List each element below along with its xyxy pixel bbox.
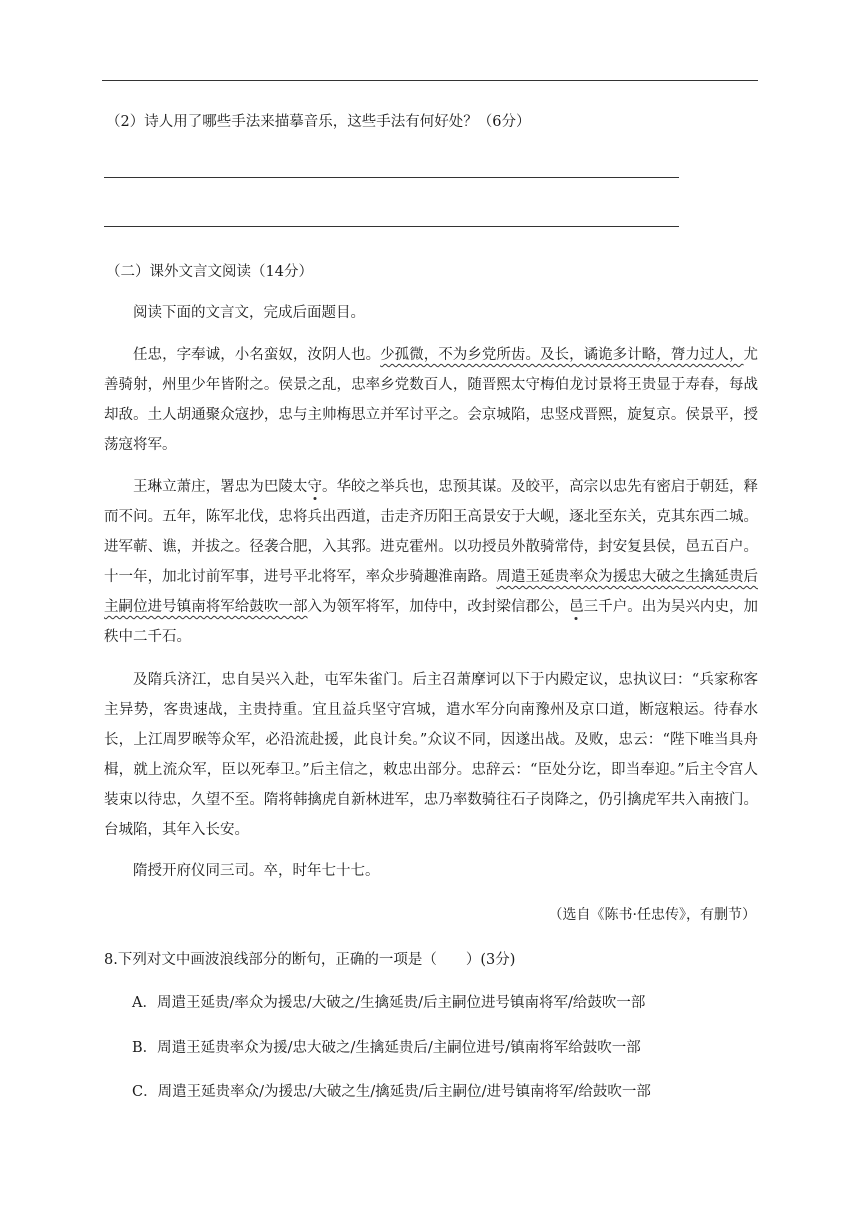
option-a[interactable] xyxy=(132,991,645,1012)
question-2-text: （2）诗人用了哪些手法来描摹音乐，这些手法有何好处？（6分） xyxy=(106,114,531,130)
passage-p2-text-a: 王琳立萧庄，署忠为巴陵太 xyxy=(133,479,308,495)
option-c-text: 周遣王延贵率众/为援忠/大破之生/擒延贵/后主嗣位/进号镇南将军/给鼓吹一部 xyxy=(157,1084,651,1100)
emphasis-dot-shou: 守 xyxy=(307,479,322,495)
passage-paragraph-3 xyxy=(104,665,758,845)
wavy-underline-p1: 少孤微，不为乡党所齿。及长，谲诡多计略，膂力过人， xyxy=(380,347,744,363)
section-title: （二）课外文言文阅读（14分） xyxy=(106,264,313,280)
passage-p2-text-d: 三千户。出为吴兴内史，加秩中二千石。 xyxy=(104,599,759,645)
passage-p1-text-a: 任忠，字奉诚，小名蛮奴，汝阴人也。 xyxy=(133,347,381,363)
top-divider xyxy=(102,80,758,81)
passage-paragraph-2 xyxy=(104,472,758,652)
option-c[interactable] xyxy=(132,1080,651,1101)
passage-p3-text: 及隋兵济江，忠自吴兴入赴，屯军朱雀门。后主召萧摩诃以下于内殿定议，忠执议曰：“兵家称客主异势，客贵速战，主贵持重。宜且益兵坚守宫城，遣水军分向南豫州及京口道，断寇粮运。待春水长，上江周罗㬋等众军，必沿流赴援，此良计矣。”众议不同，因遂出战。及败，忠云：“陛下唯当具舟楫，就上流众军，臣以死奉卫。”后主信之，敕忠出部分。忠辞云：“臣处分讫，即当奉迎。”后主令宫人装束以待忠，久望不至。隋将韩擒虎自新林进军，忠乃率数骑往石子岗降之，仍引擒虎军共入南掖门。台城陷，其年入长安。 xyxy=(104,672,758,838)
section-instruction: 阅读下面的文言文，完成后面题目。 xyxy=(133,305,365,321)
passage-paragraph-1 xyxy=(104,340,758,460)
emphasis-dot-yi: 邑 xyxy=(569,599,584,615)
passage-paragraph-4 xyxy=(104,856,758,886)
passage-source: （选自《陈书·任忠传》，有删节） xyxy=(548,907,756,923)
option-c-letter: C． xyxy=(132,1084,158,1100)
answer-line-1[interactable] xyxy=(104,177,679,178)
question-8-stem: 8.下列对文中画波浪线部分的断句，正确的一项是（ ）(3分) xyxy=(104,952,516,968)
option-a-letter: A． xyxy=(132,995,157,1011)
option-b-letter: B． xyxy=(132,1040,158,1056)
wavy-underline-p2: 周遣王延贵率众为援忠大破之生擒延贵后主嗣位进号镇南将军给鼓吹一部 xyxy=(104,569,758,615)
option-a-text: 周遣王延贵/率众为援忠/大破之/生擒延贵/后主嗣位进号镇南将军/给鼓吹一部 xyxy=(156,995,646,1011)
passage-p4-text: 隋授开府仪同三司。卒，时年七十七。 xyxy=(133,863,380,879)
option-b[interactable] xyxy=(132,1036,641,1057)
option-b-text: 周遣王延贵率众为援/忠大破之/生擒延贵后/主嗣位进号/镇南将军给鼓吹一部 xyxy=(157,1040,641,1056)
answer-line-2[interactable] xyxy=(104,226,679,227)
passage-p2-text-b: 。华皎之举兵也，忠预其谋。及皎平，高宗以忠先有密启于朝廷，释而不问。五年，陈军北伐，忠将兵出西道，击走齐历阳王高景安于大岘，逐北至东关，克其东西二城。进军蕲、谯，并拔之。径袭合肥，入其郛。进克霍州。以功授员外散骑常侍，封安复县侯，邑五百户。十一年，加北讨前军事，进号平北将军，率众步骑趣淮南路。 xyxy=(104,479,759,585)
passage-p1-text-b: 尤善骑射，州里少年皆附之。侯景之乱，忠率乡党数百人，随晋熙太守梅伯龙讨景将王贵显于寿春，每战却敌。土人胡通聚众寇抄，忠与主帅梅思立并军讨平之。会京城陷，忠竖戍晋熙，旋复京。侯景平，授荡寇将军。 xyxy=(104,347,759,453)
passage-p2-text-c: 入为领军将军，加侍中，改封梁信郡公， xyxy=(307,599,570,615)
